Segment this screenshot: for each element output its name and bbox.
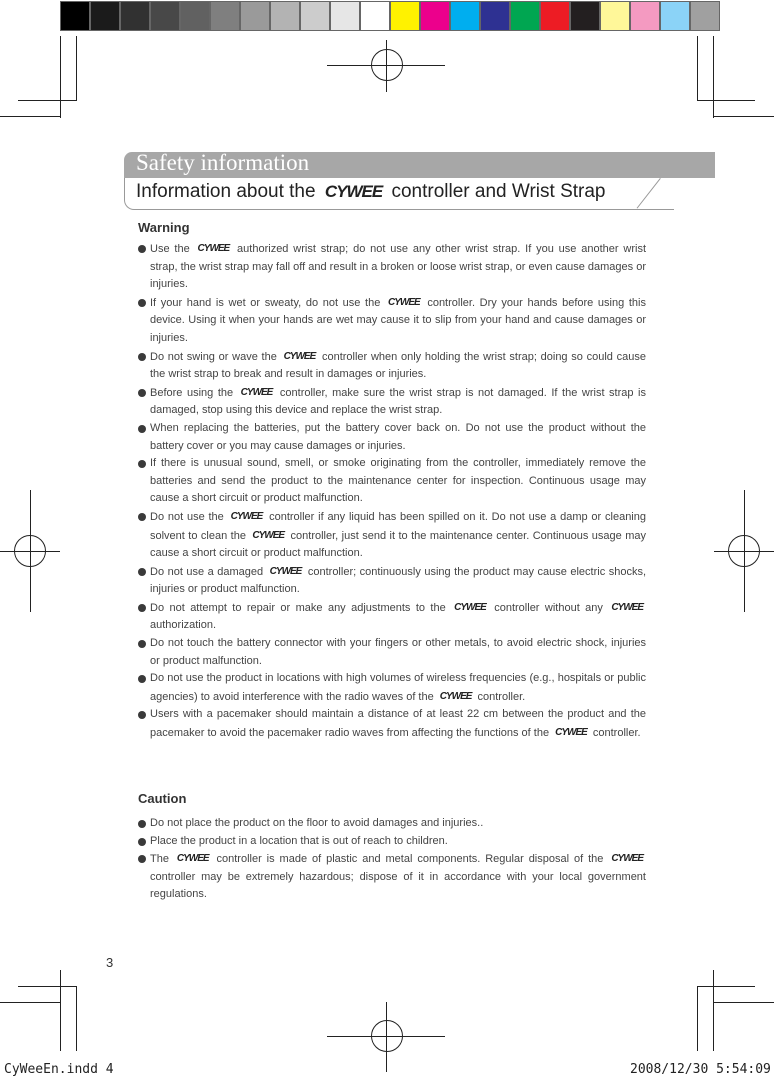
footer-filename: CyWeeEn.indd 4 <box>4 1062 114 1077</box>
color-swatch <box>300 1 330 31</box>
color-swatch <box>150 1 180 31</box>
cywee-logo: CYWEE <box>611 601 643 613</box>
list-item-text: When replacing the batteries, put the battery cover back on. Do not use the product without the battery cover or you may cause damages or injuries. <box>150 421 646 452</box>
list-item <box>138 294 646 348</box>
subtitle-text-before: Information about the <box>136 181 316 202</box>
cywee-logo: CYWEE <box>197 243 230 254</box>
list-item-text: Do not use the <box>150 510 228 523</box>
list-item-text: The <box>150 853 174 866</box>
footer-timestamp: 2008/12/30 5:54:09 <box>630 1062 771 1077</box>
color-swatch <box>330 1 360 31</box>
page-number: 3 <box>106 955 114 970</box>
list-item-text: authorization. <box>150 619 217 632</box>
list-item <box>138 455 646 508</box>
color-swatch <box>120 1 150 31</box>
color-swatch <box>690 1 720 31</box>
list-item <box>138 850 646 904</box>
color-swatch <box>420 1 450 31</box>
color-swatch <box>450 1 480 31</box>
cywee-logo: CYWEE <box>454 601 486 613</box>
cywee-logo: CYWEE <box>283 350 316 362</box>
color-swatch <box>660 1 690 31</box>
list-item-text: Before using the <box>150 386 238 399</box>
list-item-text: controller may be extremely hazardous; dispose of it in accordance with your local government regulations. <box>150 870 646 901</box>
list-item <box>138 815 646 833</box>
list-item <box>138 599 646 635</box>
list-item <box>138 420 646 455</box>
list-item <box>138 384 646 420</box>
cywee-logo: CYWEE <box>252 529 285 541</box>
list-item-text: Users with a pacemaker should maintain a distance of at least 22 cm between the product and the pacemaker to avoid the pacemaker radio waves from affecting the functions of the <box>150 708 646 740</box>
cywee-logo: CYWEE <box>555 727 587 739</box>
list-item <box>138 240 646 294</box>
list-item <box>138 348 646 384</box>
list-item <box>138 670 646 706</box>
list-item-text: controller. <box>589 727 641 740</box>
list-item-text: authorized wrist strap; do not use any other wrist strap. If you use another wrist strap, the wrist strap may fall off and result in a broken or loose wrist strap, or even cause damages or injuries. <box>150 243 647 291</box>
list-item-text: controller when only holding the wrist strap; doing so could cause the wrist strap to break and result in damages or injuries. <box>150 350 646 381</box>
list-item-text: Do not use a damaged <box>150 565 267 578</box>
color-swatch <box>570 1 600 31</box>
list-item <box>138 833 646 851</box>
list-item-text: controller. <box>474 690 526 703</box>
list-item-text: Place the product in a location that is out of reach to children. <box>150 834 448 847</box>
list-item-text: Do not use the product in locations with high volumes of wireless frequencies (e.g., hospitals or public agencies) to avoid interference with the radio waves of the <box>150 672 646 703</box>
color-swatch <box>240 1 270 31</box>
list-item-text: controller if any liquid has been spilled on it. Do not use a damp or cleaning solvent to clean the <box>150 510 646 542</box>
color-swatch <box>600 1 630 31</box>
list-item <box>138 563 646 599</box>
list-item-text: If your hand is wet or sweaty, do not use the <box>150 296 385 309</box>
page-subtitle <box>136 181 606 203</box>
list-item-text: Do not touch the battery connector with your fingers or other metals, to avoid electric shock, injuries or product malfunction. <box>150 637 646 667</box>
list-item-text: If there is unusual sound, smell, or smoke originating from the controller, immediately remove the batteries and send the product to the maintenance center for inspection. Continuous usage may cause a short circuit or product malfunction. <box>150 457 646 505</box>
list-item-text: controller; continuously using the product may cause electric shocks, injuries or product malfunction. <box>150 565 647 596</box>
caution-heading: Caution <box>138 791 187 806</box>
cywee-logo: CYWEE <box>439 690 472 702</box>
cywee-logo: CYWEE <box>176 853 209 865</box>
list-item-text: controller, just send it to the maintenance center. Continuous usage may cause a short circuit or product malfunction. <box>150 529 647 560</box>
list-item-text: Use the <box>150 243 195 255</box>
cywee-logo: CYWEE <box>388 296 420 308</box>
color-swatch <box>360 1 390 31</box>
color-swatch <box>540 1 570 31</box>
list-item-text: controller without any <box>488 601 609 614</box>
list-item <box>138 635 646 670</box>
printer-color-bar <box>60 1 720 31</box>
cywee-logo: CYWEE <box>240 386 273 398</box>
cywee-logo: CYWEE <box>324 182 383 201</box>
warning-list <box>138 240 646 743</box>
list-item-text: controller, make sure the wrist strap is not damaged. If the wrist strap is damaged, stop using this device and replace the wrist strap. <box>150 386 647 417</box>
subtitle-text-after: controller and Wrist Strap <box>391 181 606 202</box>
list-item-text: controller is made of plastic and metal components. Regular disposal of the <box>211 853 609 866</box>
cywee-logo: CYWEE <box>611 853 643 865</box>
section-title: Safety information <box>136 150 310 175</box>
warning-heading: Warning <box>138 220 190 235</box>
cywee-logo: CYWEE <box>269 565 302 577</box>
list-item-text: Do not attempt to repair or make any adjustments to the <box>150 601 452 614</box>
color-swatch <box>270 1 300 31</box>
color-swatch <box>630 1 660 31</box>
color-swatch <box>390 1 420 31</box>
list-item-text: Do not place the product on the floor to avoid damages and injuries.. <box>150 817 484 829</box>
color-swatch <box>90 1 120 31</box>
color-swatch <box>180 1 210 31</box>
list-item <box>138 706 646 742</box>
cywee-logo: CYWEE <box>230 510 263 522</box>
list-item-text: Do not swing or wave the <box>150 350 281 363</box>
list-item-text: controller. Dry your hands before using this device. Using it when your hands are wet may cause it to slip from your hand and cause damages or injuries. <box>150 296 646 344</box>
color-swatch <box>480 1 510 31</box>
caution-list <box>138 815 646 904</box>
color-swatch <box>510 1 540 31</box>
list-item <box>138 508 646 563</box>
color-swatch <box>210 1 240 31</box>
color-swatch <box>60 1 90 31</box>
